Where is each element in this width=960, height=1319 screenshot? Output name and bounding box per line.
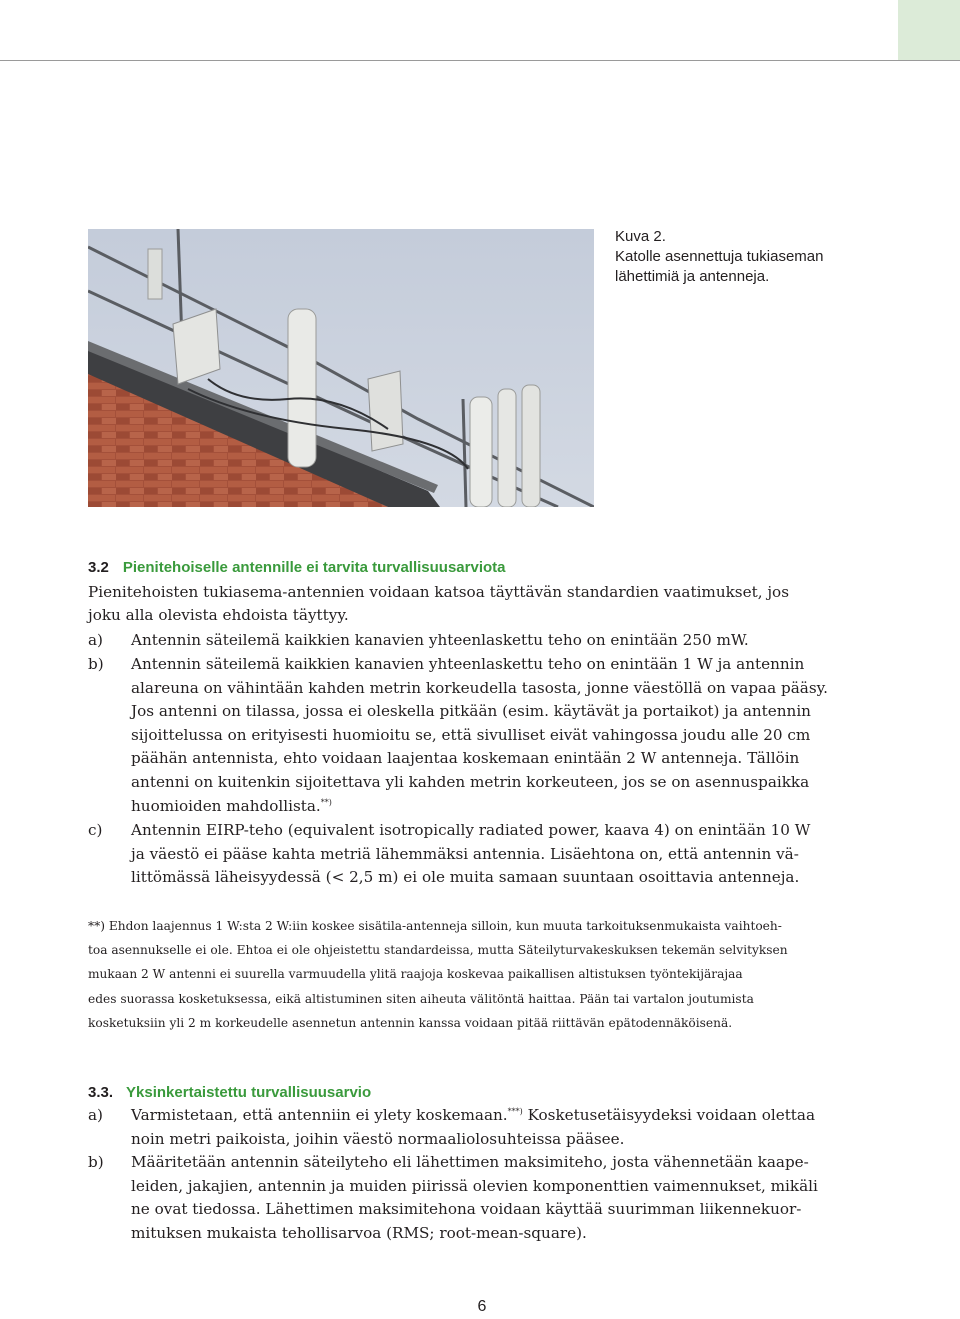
item-line: päähän antennista, ehto voidaan laajentaa koskemaan enintään 2 W antenneja. Tällöin bbox=[131, 749, 800, 768]
item-line-text: Varmistetaan, että antenniin ei ylety koskemaan. bbox=[131, 1106, 508, 1124]
item-line-text: Kosketusetäisyydeksi voidaan olettaa bbox=[522, 1106, 816, 1124]
section-intro bbox=[88, 581, 878, 627]
section-heading-3-3 bbox=[88, 1083, 371, 1103]
item-marker: b) bbox=[88, 655, 104, 673]
section-title: Yksinkertaistettu turvallisuusarvio bbox=[126, 1084, 372, 1101]
footnote bbox=[88, 914, 878, 1035]
paragraph-line: Pienitehoisten tukiasema-antennien voidaan katsoa täyttävän standardien vaatimukset, jos bbox=[88, 583, 789, 601]
footnote-line: edes suorassa kosketuksessa, eikä altistuminen siten aiheuta välitöntä haittaa. Pään tai vartalon joutumista bbox=[88, 991, 754, 1006]
item-line: mituksen mukaista tehollisarvoa (RMS; root-mean-square). bbox=[131, 1223, 587, 1242]
caption-text-line: Katolle asennettuja tukiaseman bbox=[615, 248, 824, 265]
rooftop-antennas-photo bbox=[88, 229, 594, 507]
section-heading-3-2 bbox=[88, 558, 506, 578]
footnote-line bbox=[88, 914, 878, 938]
item-line: ja väestö ei pääse kahta metriä lähemmäksi antennia. Lisäehtona on, että antennin vä- bbox=[131, 844, 799, 863]
figure-caption bbox=[615, 227, 915, 287]
condition-item-b bbox=[88, 653, 888, 823]
item-marker: a) bbox=[88, 1106, 103, 1124]
item-line: Jos antenni on tilassa, jossa ei oleskella pitkään (esim. käytävät ja portaikot) ja antennin bbox=[131, 702, 811, 721]
section-title: Pienitehoiselle antennille ei tarvita turvallisuusarviota bbox=[122, 559, 506, 576]
assessment-item-b bbox=[88, 1151, 888, 1247]
item-line: sijoittelussa on erityisesti huomioitu se, että sivulliset eivät vahingossa joudu alle 20 cm bbox=[131, 725, 811, 744]
item-line-text: huomioiden mahdollista. bbox=[131, 796, 321, 815]
corner-tab bbox=[898, 0, 960, 60]
item-line: antenni on kuitenkin sijoitettava yli kahden metrin korkeuteen, jos se on asennuspaikka bbox=[131, 772, 810, 791]
item-line: littömässä läheisyydessä (< 2,5 m) ei ole muita samaan suuntaan osoittavia antenneja. bbox=[131, 868, 800, 887]
item-line: Antennin säteilemä kaikkien kanavien yhteenlaskettu teho on enintään 1 W ja antennin bbox=[131, 655, 805, 673]
footnote-line: kosketuksiin yli 2 m korkeudelle asennetun antennin kanssa voidaan pitää riittävän epätodennäköisenä. bbox=[88, 1015, 733, 1030]
footnote-marker: **) bbox=[88, 919, 105, 933]
item-line: ne ovat tiedossa. Lähettimen maksimitehona voidaan käyttää suurimman liikennekuor- bbox=[131, 1200, 802, 1219]
item-line: alareuna on vähintään kahden metrin korkeudella tasosta, jonne väestöllä on vapaa pääsy. bbox=[131, 678, 829, 697]
header-rule bbox=[0, 60, 960, 61]
caption-figure-number: Kuva 2. bbox=[615, 228, 666, 245]
footnote-text: Ehdon laajennus 1 W:sta 2 W:iin koskee sisätila-antenneja silloin, kun muuta tarkoituksenmukaista vaihtoeh- bbox=[104, 919, 782, 933]
item-marker: c) bbox=[88, 821, 103, 839]
item-line bbox=[131, 1104, 891, 1128]
footnote-reference: ***) bbox=[507, 1107, 523, 1116]
section-number: 3.3. bbox=[88, 1084, 114, 1101]
section-number: 3.2 bbox=[88, 559, 109, 576]
item-marker: b) bbox=[88, 1153, 104, 1171]
item-line: noin metri paikoista, joihin väestö normaaliolosuhteissa pääsee. bbox=[131, 1129, 625, 1148]
page-number: 6 bbox=[477, 1298, 487, 1315]
assessment-item-a bbox=[88, 1104, 888, 1152]
item-line: Antennin EIRP-teho (equivalent isotropically radiated power, kaava 4) on enintään 10 W bbox=[131, 821, 811, 839]
caption-text-line: lähettimiä ja antenneja. bbox=[615, 268, 770, 285]
item-line: leiden, jakajien, antennin ja muiden piirissä olevien komponenttien vaimennukset, mikäli bbox=[131, 1176, 818, 1195]
item-line: Määritetään antennin säteilyteho eli lähettimen maksimiteho, josta vähennetään kaape- bbox=[131, 1153, 809, 1171]
footnote-reference: **) bbox=[320, 797, 332, 807]
item-line: Antennin säteilemä kaikkien kanavien yhteenlaskettu teho on enintään 250 mW. bbox=[131, 631, 749, 649]
condition-item-c bbox=[88, 819, 888, 891]
paragraph-line: joku alla olevista ehdoista täyttyy. bbox=[88, 606, 349, 624]
condition-item-a bbox=[88, 629, 888, 653]
footnote-line: toa asennukselle ei ole. Ehtoa ei ole ohjeistettu standardeissa, mutta Säteilyturvakeskuksen tekemän selvityksen bbox=[88, 943, 788, 958]
footnote-line: mukaan 2 W antenni ei suurella varmuudella ylitä raajoja koskevaa paikallisen altistuksen työntekijärajaa bbox=[88, 967, 743, 982]
item-line bbox=[131, 795, 891, 819]
item-marker: a) bbox=[88, 631, 103, 649]
